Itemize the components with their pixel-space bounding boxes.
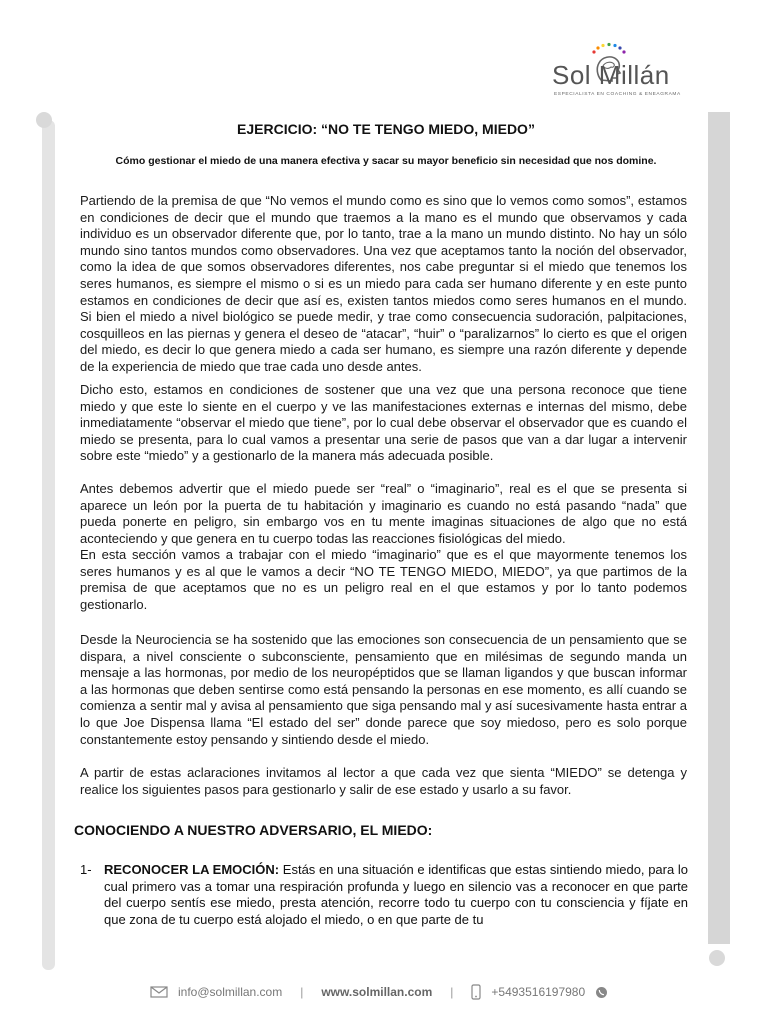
paragraph: Dicho esto, estamos en condiciones de sostener que una vez que una persona reconoce que tiene miedo y que este lo siente en el cuerpo y ve las manifestaciones externas e internas del mismo, debe inmediatamente “observar el miedo que tiene”, por lo cual debe observar el observador que es cuando el miedo se presenta, para lo cual vamos a presentar una serie de pasos que van a dar lugar a intervenir sobre este “miedo” y a gestionarlo de la manera más adecuada posible.	[80, 382, 687, 464]
envelope-icon	[150, 986, 168, 998]
sol-millan-logo	[550, 42, 702, 102]
left-decorative-dot	[36, 112, 52, 128]
document-title: EJERCICIO: “NO TE TENGO MIEDO, MIEDO”	[237, 121, 535, 137]
phone-icon	[471, 984, 481, 1000]
footer-phone[interactable]: +5493516197980	[491, 985, 586, 999]
left-decorative-bar	[42, 120, 55, 970]
document-subtitle: Cómo gestionar el miedo de una manera efectiva y sacar su mayor beneficio sin necesidad que nos domine.	[115, 155, 657, 167]
whatsapp-icon	[595, 986, 608, 999]
footer	[150, 982, 620, 1002]
paragraph: Partiendo de la premisa de que “No vemos el mundo como es sino que lo vemos como somos”, estamos en condiciones de decir que el mundo que traemos a la mano es el mundo que observamos y cada individuo es un observador diferente que, por lo tanto, trae a la mano un mundo distinto. No hay un sólo mundo sino tantos mundos como observadores. Una vez que aceptamos tanto la noción del observador, como la idea de que somos observadores diferentes, nos cabe preguntar si el miedo que tenemos los seres humanos, es siempre el mismo o si es un miedo para cada ser humano diferente y en este punto estamos en condiciones de decir que así es, existen tantos miedos como seres humanos en el mundo. Si bien el miedo a nivel biológico se puede medir, y trae como consecuencia sudoración, palpitaciones, cosquilleos en las piernas y genera el deseo de “atacar”, “huir” o “paralizarnos” lo cierto es que el origen del miedo, es decir lo que genera miedo a cada ser humano, es siempre una razón diferente y depende de la experiencia de miedo que trae cada uno desde antes.	[80, 193, 687, 374]
paragraph: Antes debemos advertir que el miedo puede ser “real” o “imaginario”, real es el que se presenta si aparece un león por la puerta de tu habitación y imaginario es cuando no está pasando “nada” que pueda ponerte en peligro, sin embargo vos en tu mente imaginas situaciones de algo que no está aconteciendo y que genera en tu cuerpo todas las reacciones fisiológicas del miedo.	[80, 481, 687, 546]
logo-name: Sol Millán	[552, 60, 670, 90]
section-heading: CONOCIENDO A NUESTRO ADVERSARIO, EL MIEDO:	[74, 822, 433, 838]
right-decorative-dot	[709, 950, 725, 966]
right-decorative-bar	[708, 112, 730, 944]
footer-email[interactable]: info@solmillan.com	[178, 985, 283, 999]
list-item-body	[104, 862, 688, 928]
list-item-number: 1-	[80, 862, 92, 877]
footer-website[interactable]: www.solmillan.com	[321, 985, 433, 999]
paragraph: A partir de estas aclaraciones invitamos al lector a que cada vez que sienta “MIEDO” se detenga y realice los siguientes pasos para gestionarlo y salir de ese estado y usarlo a su favor.	[80, 765, 687, 797]
logo-tagline: ESPECIALISTA EN COACHING & ENEAGRAMA	[554, 92, 681, 97]
list-item-text: Estás en una situación e identificas que estas sintiendo miedo, para lo cual primero vas a tomar una respiración profunda y luego en silencio vas a reconocer en que parte del cuerpo sentís ese miedo, presta atención, recorre todo tu cuerpo con tu consciencia y fíjate en que zona de tu cuerpo está alojado el miedo, o en que parte de tu	[104, 862, 688, 927]
footer-separator: |	[300, 985, 304, 999]
list-item-heading: RECONOCER LA EMOCIÓN:	[104, 862, 280, 877]
footer-separator: |	[450, 985, 454, 999]
paragraph: En esta sección vamos a trabajar con el miedo “imaginario” que es el que mayormente tenemos los seres humanos y es al que le vamos a decir “NO TE TENGO MIEDO, MIEDO”, ya que partimos de la premisa de que aceptamos que no es un peligro real en el que estamos y por lo tanto podemos gestionarlo.	[80, 547, 687, 612]
paragraph: Desde la Neurociencia se ha sostenido que las emociones son consecuencia de un pensamiento que se dispara, a nivel consciente o subconsciente, pensamiento que en milésimas de segundo manda un mensaje a las hormonas, por medio de los neuropéptidos que se llaman ligandos y que buscan informar a las hormonas que deben sentirse como está pensando la personas en ese momento, es allí cuando se comienza a sentir mal y avisa al pensamiento que siga pensando mal y así sucesivamente hasta entrar a lo que Joe Dispensa llama “El estado del ser” donde parece que soy miedoso, pero es solo porque constantemente estoy pensando y sintiendo desde el miedo.	[80, 632, 687, 747]
